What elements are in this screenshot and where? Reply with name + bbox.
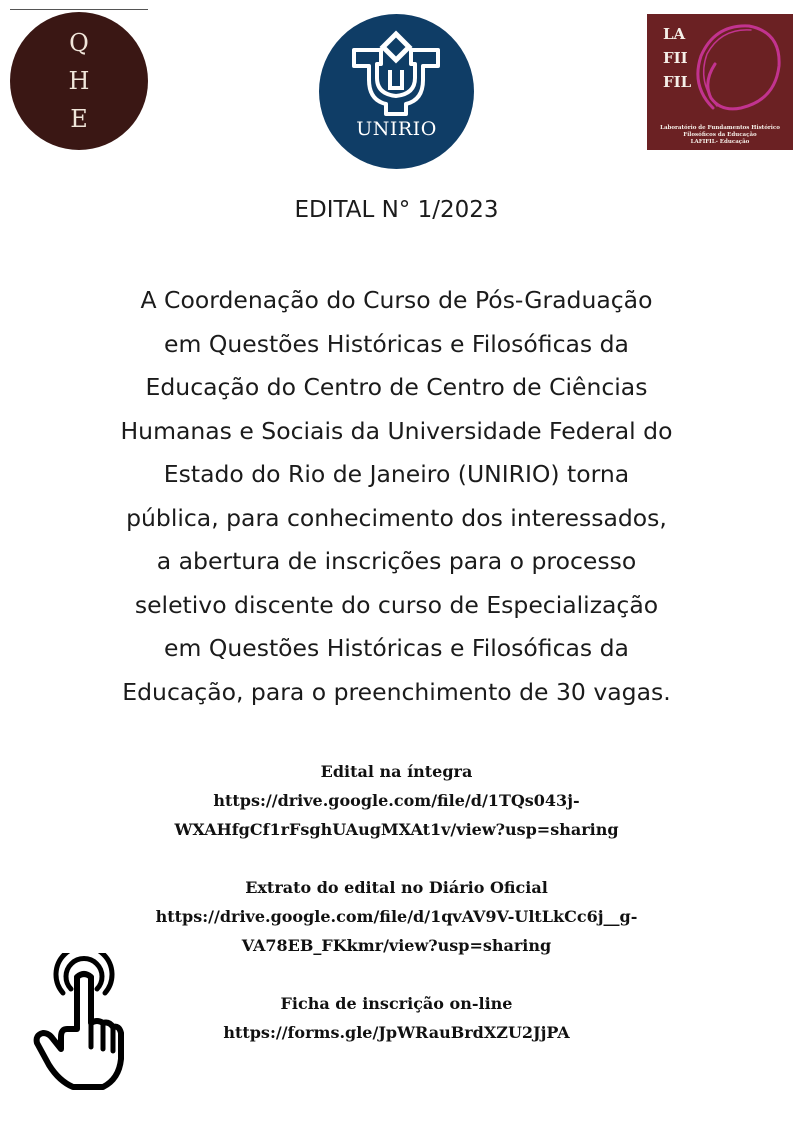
lafifil-caption xyxy=(651,125,789,146)
hand-pointer-click-icon xyxy=(33,953,125,1093)
full-text-link[interactable]: WXAHfgCf1rFsghUAugMXAt1v/view?usp=sharing xyxy=(174,820,619,839)
edital-body-line: pública, para conhecimento dos interessados, xyxy=(126,503,667,532)
spacer xyxy=(0,844,793,873)
edital-title: EDITAL N° 1/2023 xyxy=(294,197,499,223)
unirio-logo xyxy=(319,14,474,169)
lafifil-letters-line: FIL xyxy=(663,73,692,91)
qhe-logo-letter-h: H xyxy=(68,67,90,95)
form-link[interactable]: https://forms.gle/JpWRauBrdXZU2JjPA xyxy=(223,1023,570,1042)
extract-link[interactable]: https://drive.google.com/file/d/1qvAV9V-UltLkCc6j__g- xyxy=(155,907,638,926)
lafifil-letters-line: FII xyxy=(663,49,688,67)
lafifil-letters xyxy=(663,22,713,94)
edital-body-line: seletivo discente do curso de Especialização xyxy=(134,590,659,619)
unirio-emblem-icon xyxy=(319,14,474,169)
lafifil-caption-line: Laboratório de Fundamentos Histórico xyxy=(660,125,780,131)
edital-body-line: em Questões Históricas e Filosóficas da xyxy=(164,329,629,358)
extract-link[interactable]: VA78EB_FKkmr/view?usp=sharing xyxy=(241,936,552,955)
qhe-logo xyxy=(10,12,148,150)
full-text-link[interactable]: https://drive.google.com/file/d/1TQs043j- xyxy=(213,791,580,810)
edital-body-line: Estado do Rio de Janeiro (UNIRIO) torna xyxy=(163,460,630,488)
qhe-logo-letter-e: E xyxy=(70,105,88,133)
form-label: Ficha de inscrição on-line xyxy=(280,994,513,1013)
top-rule xyxy=(10,9,148,10)
edital-body-line: A Coordenação do Curso de Pós-Graduação xyxy=(140,286,653,314)
edital-body-line: Humanas e Sociais da Universidade Federal do xyxy=(120,416,673,445)
full-text-label: Edital na íntegra xyxy=(320,762,473,781)
lafifil-letters-line: LA xyxy=(663,25,686,43)
qhe-logo-letter-q: Q xyxy=(69,29,89,57)
edital-body xyxy=(50,279,743,714)
edital-body-line: Educação do Centro de Centro de Ciências xyxy=(145,373,648,401)
extract-label: Extrato do edital no Diário Oficial xyxy=(245,878,548,897)
unirio-logo-text: UNIRIO xyxy=(356,118,437,140)
lafifil-logo xyxy=(647,14,793,150)
edital-body-line: a abertura de inscrições para o processo xyxy=(156,547,637,575)
lafifil-caption-line: Filosóficos da Educação xyxy=(683,132,757,138)
edital-body-line: Educação, para o preenchimento de 30 vagas. xyxy=(122,677,671,706)
lafifil-caption-line: LAFIFIL- Educação xyxy=(690,139,750,145)
edital-body-line: em Questões Históricas e Filosóficas da xyxy=(164,634,629,662)
